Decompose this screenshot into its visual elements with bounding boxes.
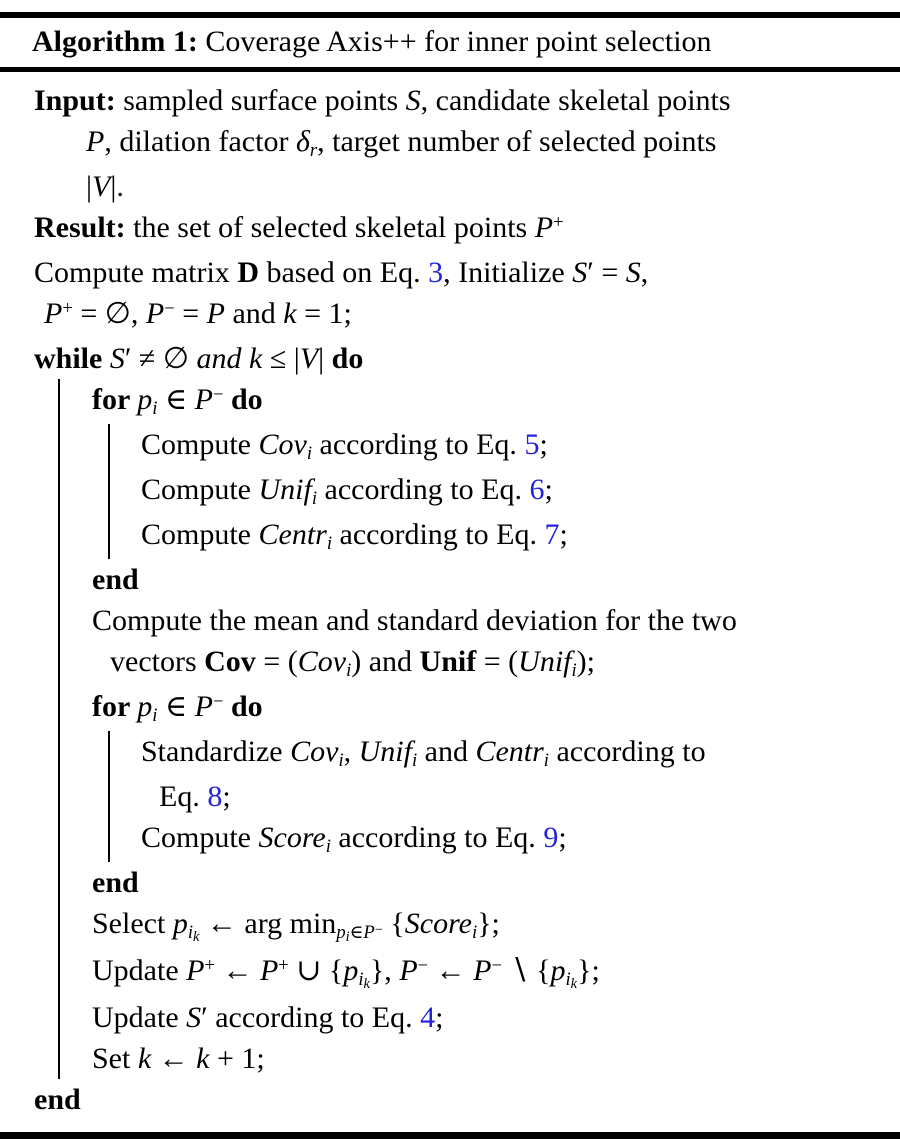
text-segment: Centr bbox=[475, 735, 544, 768]
text-segment: }; bbox=[477, 907, 500, 940]
text-segment: i bbox=[565, 969, 571, 991]
algo-block bbox=[108, 424, 876, 559]
text-segment: δ bbox=[295, 125, 310, 158]
text-segment: P bbox=[534, 211, 554, 244]
text-segment: ← bbox=[214, 954, 260, 987]
text-segment: and bbox=[224, 297, 284, 330]
text-segment: , target number of selected points bbox=[317, 125, 717, 158]
algo-line bbox=[141, 469, 876, 514]
text-segment: ); bbox=[576, 645, 595, 678]
text-segment: P bbox=[194, 690, 213, 723]
text-segment: Input: bbox=[34, 84, 124, 117]
text-segment: according to bbox=[548, 735, 706, 768]
text-segment: Cov bbox=[258, 428, 307, 461]
text-segment bbox=[223, 690, 231, 723]
text-segment: }, bbox=[369, 954, 400, 987]
text-segment: i bbox=[311, 488, 318, 510]
text-segment: k bbox=[283, 297, 297, 330]
text-segment: S bbox=[625, 256, 641, 289]
text-segment: P bbox=[363, 922, 375, 944]
text-segment: ′ = bbox=[587, 256, 626, 289]
algo-line bbox=[92, 862, 876, 903]
text-segment: V bbox=[299, 342, 319, 375]
text-segment: ← bbox=[428, 954, 474, 987]
algo-line bbox=[34, 252, 876, 293]
text-segment: Unif bbox=[518, 645, 572, 678]
text-segment: do bbox=[230, 383, 263, 416]
text-segment: Standardize bbox=[141, 735, 291, 768]
text-segment: i bbox=[543, 750, 549, 772]
text-segment: + bbox=[278, 954, 289, 976]
text-segment: k bbox=[363, 975, 370, 992]
text-segment: k bbox=[137, 1042, 152, 1075]
algorithm-caption bbox=[0, 18, 900, 72]
text-segment: and bbox=[196, 342, 250, 375]
eq-ref-link[interactable]: 9 bbox=[543, 821, 559, 854]
eq-ref-link[interactable]: 8 bbox=[207, 780, 223, 813]
eq-ref-link[interactable]: 3 bbox=[428, 256, 444, 289]
algo-line bbox=[86, 166, 876, 207]
text-segment: i bbox=[306, 443, 312, 465]
text-segment: Unif bbox=[258, 473, 312, 506]
text-segment: the set of selected skeletal points bbox=[133, 211, 535, 244]
algo-line bbox=[92, 903, 876, 950]
text-segment: ; bbox=[558, 821, 567, 854]
text-segment: − bbox=[374, 922, 383, 939]
text-segment: i bbox=[152, 398, 158, 420]
text-segment: P bbox=[399, 954, 418, 987]
text-segment: { bbox=[382, 907, 405, 940]
text-segment: + bbox=[553, 211, 564, 233]
text-segment: Compute matrix bbox=[34, 256, 238, 289]
text-segment: Centr bbox=[258, 518, 327, 551]
text-segment: D bbox=[237, 256, 259, 289]
text-segment: Compute bbox=[141, 473, 259, 506]
text-segment: }; bbox=[577, 954, 600, 987]
text-segment: ; bbox=[559, 518, 568, 551]
algo-line bbox=[92, 1038, 876, 1079]
text-segment: according to Eq. bbox=[332, 518, 545, 551]
text-segment: Eq. bbox=[159, 780, 208, 813]
text-segment: Set bbox=[92, 1042, 138, 1075]
algo-block bbox=[58, 379, 876, 1079]
text-segment bbox=[223, 383, 231, 416]
text-segment: + bbox=[62, 297, 73, 319]
text-segment: − bbox=[164, 297, 175, 319]
text-segment: i bbox=[411, 750, 418, 772]
text-segment: k bbox=[192, 928, 200, 945]
text-segment: − bbox=[212, 690, 224, 712]
text-segment: vectors bbox=[110, 645, 205, 678]
text-segment: ∖ { bbox=[501, 954, 551, 987]
text-segment: ; bbox=[544, 473, 553, 506]
text-segment: = ∅, bbox=[72, 297, 146, 330]
text-segment: i bbox=[326, 533, 333, 555]
text-segment: , dilation factor bbox=[104, 125, 296, 158]
text-segment: Score bbox=[258, 821, 326, 854]
text-segment: S bbox=[109, 342, 125, 375]
algo-line bbox=[34, 338, 876, 379]
text-segment: i bbox=[471, 922, 478, 944]
algo-line bbox=[110, 641, 876, 686]
algo-line bbox=[92, 600, 876, 641]
text-segment: Unif bbox=[358, 735, 412, 768]
text-segment: r bbox=[309, 140, 318, 162]
text-segment: p bbox=[336, 922, 346, 944]
text-segment: P bbox=[194, 383, 213, 416]
text-segment: do bbox=[230, 690, 263, 723]
eq-ref-link[interactable]: 6 bbox=[529, 473, 545, 506]
text-segment: p bbox=[343, 954, 359, 987]
text-segment: i bbox=[325, 836, 331, 858]
algo-line bbox=[141, 424, 876, 469]
text-segment: + bbox=[204, 954, 215, 976]
text-segment: Cov bbox=[290, 735, 339, 768]
algorithm-caption-label: Algorithm 1: bbox=[32, 25, 198, 58]
text-segment: Update bbox=[92, 1001, 187, 1034]
algo-line bbox=[141, 817, 876, 862]
text-segment: i bbox=[346, 660, 352, 682]
algo-line bbox=[92, 379, 876, 424]
algo-line bbox=[44, 293, 876, 338]
text-segment: according to Eq. bbox=[312, 428, 525, 461]
text-segment: = bbox=[174, 297, 207, 330]
text-segment: ∈ bbox=[157, 383, 195, 416]
text-segment: + 1; bbox=[209, 1042, 265, 1075]
text-segment: Result: bbox=[34, 211, 134, 244]
text-segment: i bbox=[187, 922, 193, 944]
text-segment: ; bbox=[222, 780, 231, 813]
text-segment: Unif bbox=[419, 645, 477, 678]
text-segment: i bbox=[345, 928, 350, 945]
text-segment: p bbox=[137, 690, 153, 723]
text-segment: , Initialize bbox=[443, 256, 573, 289]
text-segment: according to Eq. bbox=[317, 473, 530, 506]
text-segment: ′ ≠ ∅ bbox=[124, 342, 197, 375]
algo-line bbox=[141, 514, 876, 559]
text-segment: and bbox=[417, 735, 476, 768]
text-segment: | bbox=[318, 342, 332, 375]
algo-line bbox=[34, 207, 876, 252]
text-segment: P bbox=[44, 297, 63, 330]
text-segment: while bbox=[34, 342, 110, 375]
text-segment: | bbox=[86, 170, 93, 203]
text-segment: , bbox=[343, 735, 359, 768]
text-segment: Compute bbox=[141, 821, 259, 854]
text-segment: P bbox=[145, 297, 165, 330]
text-segment: p bbox=[172, 907, 188, 940]
text-segment: − bbox=[212, 383, 224, 405]
text-segment: P bbox=[259, 954, 279, 987]
text-segment: , bbox=[640, 256, 649, 289]
text-segment: = ( bbox=[476, 645, 519, 678]
text-segment: = 1; bbox=[296, 297, 352, 330]
algo-line bbox=[141, 731, 876, 776]
text-segment: ← arg min bbox=[199, 907, 337, 940]
text-segment: i bbox=[571, 660, 577, 682]
text-segment: Cov bbox=[297, 645, 347, 678]
text-segment: − bbox=[417, 954, 429, 976]
text-segment: P bbox=[186, 954, 205, 987]
text-segment: for bbox=[92, 690, 138, 723]
algorithm-figure bbox=[0, 12, 900, 1139]
text-segment: Select bbox=[92, 907, 173, 940]
text-segment: P bbox=[206, 297, 225, 330]
text-segment: k bbox=[196, 1042, 210, 1075]
text-segment: , candidate skeletal points bbox=[420, 84, 731, 117]
text-segment: Compute the mean and standard deviation for the two bbox=[92, 604, 737, 637]
text-segment: ) and bbox=[351, 645, 420, 678]
algo-line bbox=[92, 997, 876, 1038]
text-segment: ; bbox=[539, 428, 548, 461]
text-segment: sampled surface points bbox=[123, 84, 406, 117]
algo-block bbox=[108, 731, 876, 862]
algorithm-caption-title: Coverage Axis++ for inner point selection bbox=[197, 25, 712, 58]
algo-line bbox=[92, 686, 876, 731]
text-segment: do bbox=[331, 342, 364, 375]
text-segment: P bbox=[86, 125, 105, 158]
text-segment: Score bbox=[404, 907, 472, 940]
text-segment: S bbox=[572, 256, 588, 289]
text-segment: Cov bbox=[204, 645, 256, 678]
text-segment: Compute bbox=[141, 518, 259, 551]
eq-ref-link[interactable]: 7 bbox=[544, 518, 560, 551]
text-segment: ∈ bbox=[349, 922, 364, 944]
algo-line bbox=[34, 80, 876, 121]
text-segment: ← bbox=[151, 1042, 197, 1075]
text-segment: Update bbox=[92, 954, 187, 987]
algo-line bbox=[159, 776, 876, 817]
text-segment: i bbox=[358, 969, 364, 991]
text-segment: = ( bbox=[255, 645, 298, 678]
text-segment: S bbox=[186, 1001, 202, 1034]
text-segment: k bbox=[570, 975, 578, 992]
text-segment: for bbox=[92, 383, 138, 416]
text-segment: based on Eq. bbox=[258, 256, 429, 289]
text-segment: end bbox=[92, 563, 139, 596]
text-segment: ′ according to Eq. bbox=[201, 1001, 421, 1034]
text-segment: ; bbox=[435, 1001, 444, 1034]
text-segment: ∈ bbox=[157, 690, 195, 723]
eq-ref-link[interactable]: 4 bbox=[420, 1001, 436, 1034]
text-segment: end bbox=[34, 1083, 81, 1116]
text-segment: according to Eq. bbox=[330, 821, 544, 854]
text-segment: i bbox=[338, 750, 344, 772]
text-segment: S bbox=[405, 84, 421, 117]
text-segment: p bbox=[550, 954, 566, 987]
text-segment: Compute bbox=[141, 428, 259, 461]
eq-ref-link[interactable]: 5 bbox=[524, 428, 540, 461]
text-segment: ∪ { bbox=[288, 954, 344, 987]
algo-line bbox=[86, 121, 876, 166]
text-segment: p bbox=[137, 383, 153, 416]
algo-line bbox=[34, 1079, 876, 1120]
text-segment: − bbox=[491, 954, 502, 976]
text-segment: k bbox=[249, 342, 263, 375]
text-segment: end bbox=[92, 866, 139, 899]
text-segment: V bbox=[92, 170, 111, 203]
text-segment: P bbox=[473, 954, 492, 987]
text-segment: ≤ | bbox=[262, 342, 300, 375]
text-segment: |. bbox=[110, 170, 124, 203]
text-segment: i bbox=[152, 705, 158, 727]
algorithm-body bbox=[0, 72, 900, 1132]
algo-line bbox=[92, 559, 876, 600]
algo-line bbox=[92, 950, 876, 997]
